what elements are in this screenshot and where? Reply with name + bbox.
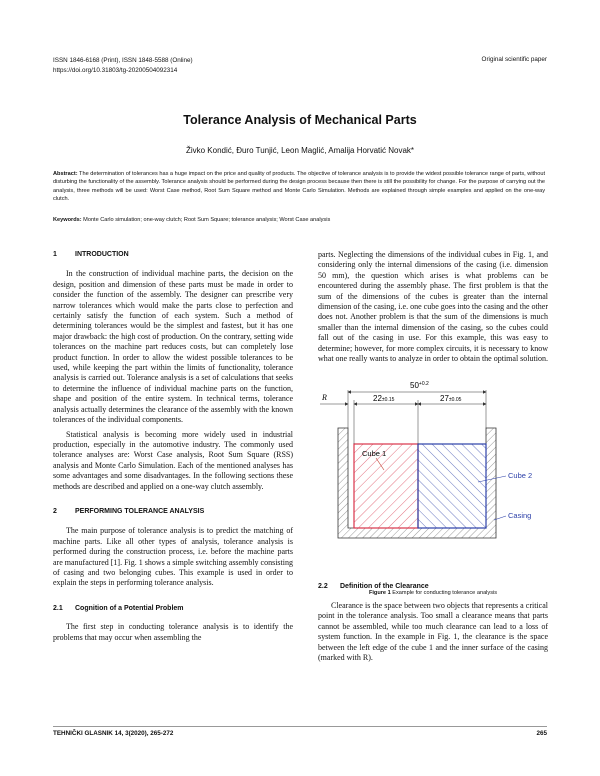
figure-caption (318, 588, 548, 598)
left-column (53, 250, 293, 647)
dim-cube1: 22±0.15 (373, 394, 395, 404)
subsection-2-1-heading (53, 604, 293, 614)
cube-2 (418, 444, 486, 528)
subsection-title: Definition of the Clearance (340, 583, 429, 591)
right-column (318, 250, 548, 667)
keywords-label: Keywords: (53, 217, 82, 223)
authors: Živko Kondić, Đuro Tunjić, Leon Maglić, Amalija Horvatić Novak* (185, 146, 415, 155)
section-title: PERFORMING TOLERANCE ANALYSIS (75, 507, 205, 515)
page-number: 265 (536, 730, 547, 737)
figure-caption-text: Example for conducting tolerance analysis (392, 589, 498, 596)
subsection-2-1-paragraph: The first step in conducting tolerance analysis is to identify the problems that may occur when assembling the (53, 622, 293, 642)
intro-paragraph-2: Statistical analysis is becoming more widely used in industrial production, especially in the automotive industry. The commonly used tolerance analyses are: Worst Case analysis, Root Sum Square (RSS) analysis and Monte Carlo Simulation. Each of the mentioned analyses has some advantages and some disadvantages. In the following sections these methods are described and applied on a one-way clutch assembly. (53, 429, 293, 491)
label-casing: Casing (508, 511, 532, 521)
section-number: 2 (53, 507, 57, 515)
paper-title: Tolerance Analysis of Mechanical Parts (183, 113, 417, 127)
subsection-number: 2.1 (53, 604, 63, 612)
subsection-2-2-paragraph: Clearance is the space between two objects that represents a critical point in the tolerance analysis. Too small a clearance means that parts cannot be assembled, while too much clearance can lead to a loss of system function. In the example in Fig. 1, the clearance is the space between the left edge of the cube 1 and the inner surface of the casing (marked with R). (318, 600, 548, 662)
section-2-heading (53, 507, 293, 517)
subsection-title: Cognition of a Potential Problem (75, 604, 184, 612)
keywords (53, 216, 545, 224)
subsection-number: 2.2 (318, 583, 328, 591)
section-title: INTRODUCTION (75, 251, 129, 258)
section-1-heading (53, 250, 293, 260)
doi-link[interactable]: https://doi.org/10.31803/tg-20200504092314 (53, 66, 178, 74)
journal-citation: TEHNIČKI GLASNIK 14, 3(2020), 265-272 (53, 730, 174, 737)
section-number: 1 (53, 251, 57, 258)
intro-paragraph-1: In the construction of individual machine parts, the decision on the design, position and dimension of these parts must be made in order to consider the function of the assembly. The designer can prescribe very narrow tolerances which would make the parts close to perfection and certainly satisfy the function of each system. Such a method of determining tolerances would be the simplest and fastest, but it has one major drawback: the high cost of production. On the contrary, setting wide tolerances on the machine part reduces costs, but can completely lose product function. In order to allow the widest possible tolerances to be used, while keeping the part within the limits of functionality, tolerance analysis is carried out. Tolerance analysis is a set of calculations that seeks to determine the influence of individual machine parts on the function, shape and position of the entire system. In technical terms, tolerance analysis actually determines the clearance of the assembly with the known tolerances of the individual components. (53, 269, 293, 425)
footer-divider (53, 726, 547, 727)
issn: ISSN 1846-6168 (Print), ISSN 1848-5588 (Online) (53, 57, 193, 64)
figure-caption-label: Figure 1 (368, 589, 391, 596)
dim-cube2: 27±0.05 (440, 394, 462, 404)
label-r: R (322, 393, 327, 403)
abstract-label: Abstract: (53, 171, 78, 177)
tolerance-diagram (318, 370, 548, 582)
subsection-2-1-continued: parts. Neglecting the dimensions of the individual cubes in Fig. 1, and considering only the internal dimensions of the casing (i.e. dimension 50 mm), the question which arises is what problems can be encountered during the assembly phase. The first problem is that the sum of the dimensions of the cubes is greater than the internal dimension of the casing, i.e. one cube goes into the casing and the other does not. Another problem is that the sum of the dimensions is much smaller than the internal dimension of the casing, so the cubes could fall out of the casing in use. For this example, this was easy to determine; however, for more complex circuits, it is necessary to know what one really wants to analyze in order to obtain the optimal solution. (318, 250, 548, 364)
keywords-text: Monte Carlo simulation; one-way clutch; Root Sum Square; tolerance analysis; Worst Case analysis (83, 217, 331, 223)
dim-total: $50^{+0.2}$ (410, 381, 429, 391)
paper-type: Original scientific paper (481, 56, 547, 63)
label-cube1: Cube 1 (362, 449, 387, 459)
abstract-text: The determination of tolerances has a huge impact on the price and quality of products. The objective of tolerance analysis is to provide the widest possible tolerance range of parts, without disturbing the functionality of the assembly. Tolerance analysis should be performed during the design process because then there is still the possibility for change. For the purpose of carrying out the analysis, three methods will be used: Worst Case method, Root Sum Square method and Monte Carlo Simulation. Methods are explained through simple examples and applied on the one-way clutch. (53, 171, 546, 202)
label-cube2: Cube 2 (508, 471, 533, 481)
section-2-paragraph: The main purpose of tolerance analysis is to predict the matching of machine parts. Like all other types of analysis, tolerance analysis is performed during the construction process, i.e. before the machine parts are manufactured [1]. Fig. 1 shows a simple switching assembly consisting of casing and two belonging cubes. This example is used in order to explain the steps in performing tolerance analysis. (53, 526, 293, 588)
header-ids (53, 56, 193, 75)
abstract (53, 170, 545, 203)
